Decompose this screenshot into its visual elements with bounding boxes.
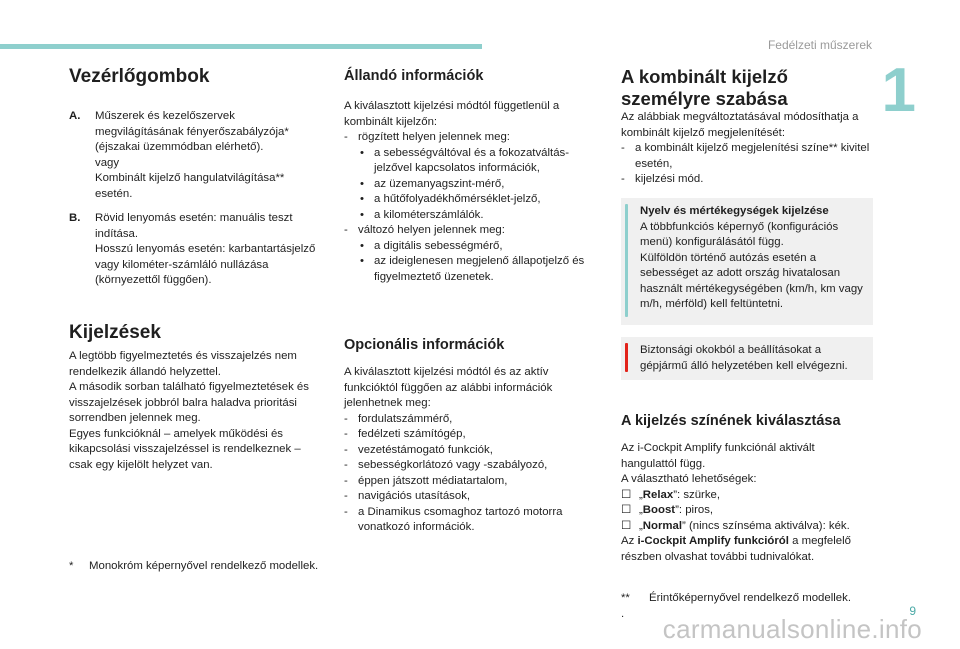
control-text: Műszerek és kezelőszervek megvilágításának fényerőszabályzója* (éjszakai üzemmódban elérhető). [95, 110, 289, 153]
header-accent-bar [0, 44, 482, 49]
paragraph: A második sorban található figyelmeztetések és visszajelzések jobbról balra haladva prioritási sorrendben jelennek meg. [69, 381, 309, 424]
option-item: ☐ „Boost”: piros, [621, 503, 873, 519]
option-item: ☐ „Normal” (nincs színséma aktiválva): kék. [621, 519, 873, 535]
watermark: carmanualsonline.info [662, 614, 922, 644]
dash-item: - fedélzeti számítógép, [344, 428, 466, 440]
info-note [621, 198, 873, 325]
custom-body [621, 110, 873, 188]
bullet-item: • az ideiglenesen megjelenő állapotjelző és figyelmeztető üzenetek. [360, 255, 585, 283]
dash-item: - vezetéstámogató funkciók, [344, 443, 493, 456]
permanent-body [344, 99, 594, 285]
dash-item: - a Dinamikus csomaghoz tartozó motorra vonatkozó információk. [344, 505, 563, 533]
control-text: Kombinált kijelző hangulatvilágítása** esetén. [95, 172, 285, 200]
note-text: Külföldön történő autózás esetén a sebességet az adott ország hivatalosan használt mértékegységében (km/h, km vagy m/h, mérföld) kell feltüntetni. [640, 251, 863, 310]
note-text: A többfunkciós képernyő (konfigurációs menü) konfigurálásától függ. [640, 220, 839, 248]
control-item-b [69, 211, 319, 289]
section-header: Fedélzeti műszerek [767, 38, 872, 52]
color-body [621, 441, 873, 565]
controls-section [69, 66, 319, 88]
option-item: ☐ „Relax”: szürke, [621, 488, 873, 504]
footnote-mark: ** [621, 592, 630, 604]
control-item-a [69, 109, 319, 202]
checkbox-icon: ☐ [621, 488, 632, 501]
exclamation-icon [625, 343, 628, 372]
displays-body [69, 349, 319, 473]
control-text: Rövid lenyomás esetén: manuális teszt indítása. [95, 212, 293, 240]
controls-list [69, 109, 319, 289]
optional-body [344, 365, 594, 536]
outro-text: Az i-Cockpit Amplify funkcióról a megfelelő részben olvashat további tudnivalókat. [621, 535, 851, 563]
chapter-number: 1 [881, 56, 916, 125]
dash-item: - változó helyen jelennek meg: [344, 224, 505, 236]
bullet-item: • a digitális sebességmérő, [360, 239, 503, 252]
displays-section [69, 322, 319, 344]
checkbox-icon: ☐ [621, 504, 632, 516]
info-icon [625, 204, 628, 317]
note-title: Nyelv és mértékegységek kijelzése [640, 205, 829, 217]
custom-section [621, 66, 873, 110]
page-number: 9 [909, 604, 916, 618]
footnote-text: Monokróm képernyővel rendelkező modellek. [89, 560, 319, 572]
dash-item: - navigációs utasítások, [344, 490, 471, 502]
paragraph: A legtöbb figyelmeztetés és visszajelzés nem rendelkezik állandó helyzettel. [69, 350, 297, 378]
dash-item: - a kombinált kijelző megjelenítési színe** kivitel esetén, [621, 142, 870, 170]
checkbox-icon: ☐ [621, 519, 632, 532]
custom-title: A kombinált kijelző személyre szabása [621, 66, 788, 109]
dash-item: - éppen játszott médiatartalom, [344, 474, 508, 487]
control-letter: A. [69, 110, 81, 122]
footnote-dot: . [621, 607, 625, 620]
intro-text: Az alábbiak megváltoztatásával módosíthatja a kombinált kijelző megjelenítését: [621, 111, 859, 139]
color-section [621, 414, 873, 430]
paragraph: Egyes funkcióknál – amelyek működési és kikapcsolási visszajelzéssel is rendelkeznek – csak egy kijelölt helyzet van. [69, 427, 301, 471]
controls-title: Vezérlőgombok [69, 66, 210, 87]
intro-text: A választható lehetőségek: [621, 473, 757, 485]
footnote-1 [69, 559, 319, 575]
control-text: vagy [95, 156, 120, 169]
intro-text: A kiválasztott kijelzési módtól függetlenül a kombinált kijelzőn: [344, 100, 560, 128]
permanent-title: Állandó információk [344, 68, 484, 84]
permanent-section [344, 69, 594, 85]
bullet-item: • a hűtőfolyadékhőmérséklet-jelző, [360, 193, 541, 205]
footnote-mark: * [69, 560, 74, 572]
control-text: Hosszú lenyomás esetén: karbantartásjelző vagy kilométer-számláló nullázása (környezettől függően). [95, 243, 316, 286]
optional-title: Opcionális információk [344, 337, 505, 353]
dash-item: - sebességkorlátozó vagy -szabályozó, [344, 459, 548, 471]
bullet-item: • az üzemanyagszint-mérő, [360, 177, 505, 190]
optional-section [344, 338, 594, 354]
intro-text: A kiválasztott kijelzési módtól és az aktív funkcióktól függően az alábbi információk jelenhetnek meg: [344, 366, 553, 409]
warning-note [621, 337, 873, 380]
bullet-item: • a sebességváltóval és a fokozatváltás-jelzővel kapcsolatos információk, [360, 146, 570, 174]
displays-title: Kijelzések [69, 322, 161, 343]
note-text: Biztonsági okokból a beállításokat a gépjármű álló helyzetében kell elvégezni. [640, 344, 848, 372]
dash-item: - kijelzési mód. [621, 173, 704, 185]
bullet-item: • a kilométerszámlálók. [360, 208, 484, 221]
control-letter: B. [69, 212, 81, 224]
dash-item: - fordulatszámmérő, [344, 412, 453, 425]
intro-text: Az i-Cockpit Amplify funkciónál aktivált hangulattól függ. [621, 442, 815, 470]
footnote-text: Érintőképernyővel rendelkező modellek. [649, 592, 851, 604]
dash-item: - rögzített helyen jelennek meg: [344, 131, 510, 143]
color-title: A kijelzés színének kiválasztása [621, 413, 841, 429]
